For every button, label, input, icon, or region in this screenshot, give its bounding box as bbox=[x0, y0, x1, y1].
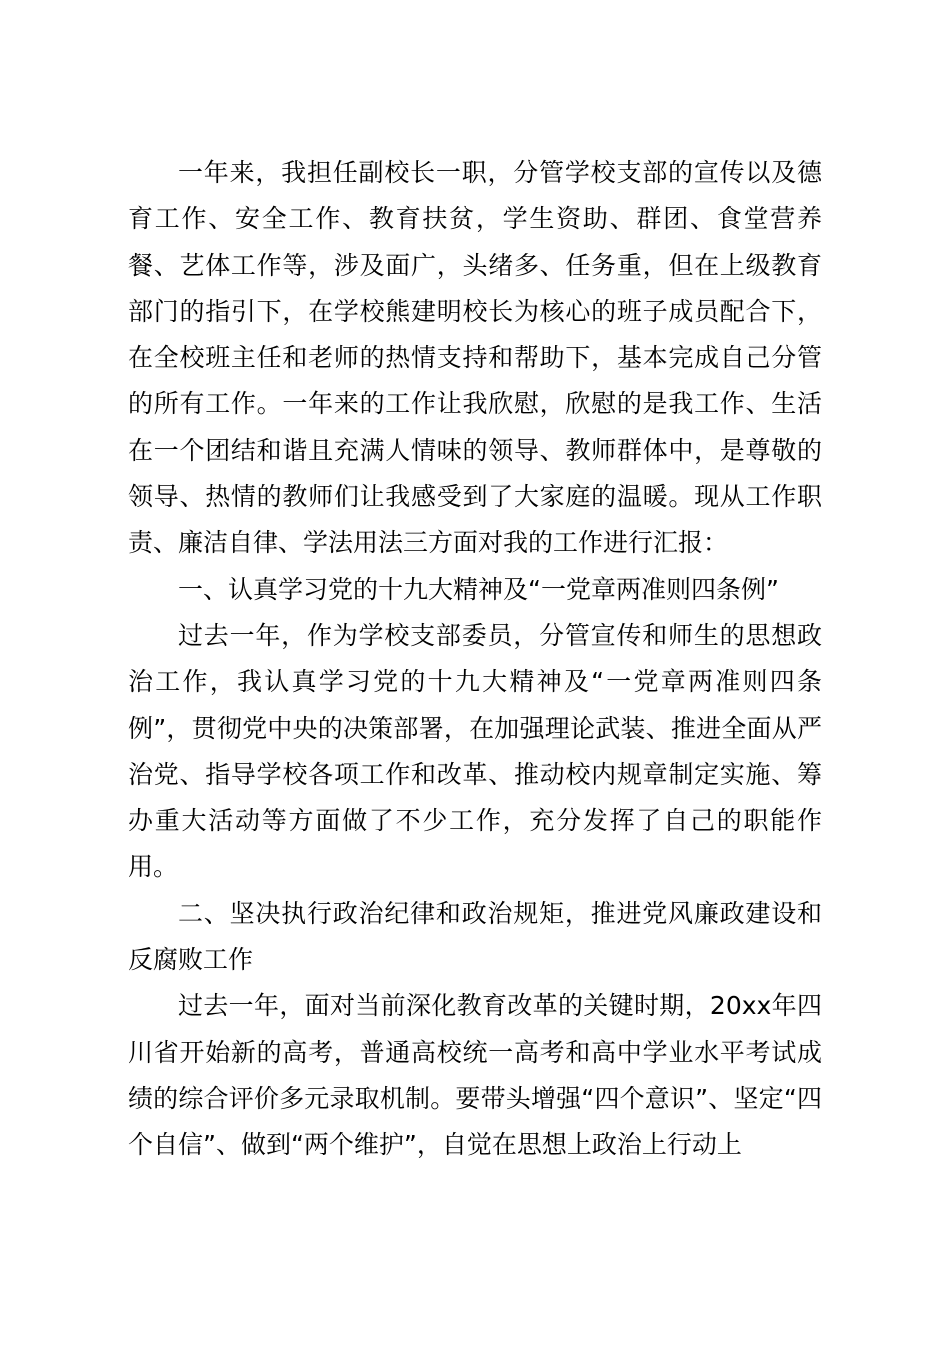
section-heading-2: 二、坚决执行政治纪律和政治规矩，推进党风廉政建设和反腐败工作 bbox=[128, 898, 822, 975]
document-body bbox=[128, 150, 822, 1169]
section-heading-1: 一、认真学习党的十九大精神及“一党章两准则四条例” bbox=[178, 574, 779, 604]
section-2-paragraph: 过去一年，面对当前深化教育改革的关键时期，20xx年四川省开始新的高考，普通高校统一高考和高中学业水平考试成绩的综合评价多元录取机制。要带头增强“四个意识”、坚定“四个自信”、做到“两个维护”，自觉在思想上政治上行动上 bbox=[128, 991, 822, 1160]
intro-paragraph: 一年来，我担任副校长一职，分管学校支部的宣传以及德育工作、安全工作、教育扶贫，学生资助、群团、食堂营养餐、艺体工作等，涉及面广，头绪多、任务重，但在上级教育部门的指引下，在学校熊建明校长为核心的班子成员配合下，在全校班主任和老师的热情支持和帮助下，基本完成自己分管的所有工作。一年来的工作让我欣慰，欣慰的是我工作、生活在一个团结和谐且充满人情味的领导、教师群体中，是尊敬的领导、热情的教师们让我感受到了大家庭的温暖。现从工作职责、廉洁自律、学法用法三方面对我的工作进行汇报： bbox=[128, 158, 822, 558]
section-1-paragraph: 过去一年，作为学校支部委员，分管宣传和师生的思想政治工作，我认真学习党的十九大精神及“一党章两准则四条例”，贯彻党中央的决策部署，在加强理论武装、推进全面从严治党、指导学校各项工作和改革、推动校内规章制定实施、筹办重大活动等方面做了不少工作，充分发挥了自己的职能作用。 bbox=[128, 620, 822, 882]
